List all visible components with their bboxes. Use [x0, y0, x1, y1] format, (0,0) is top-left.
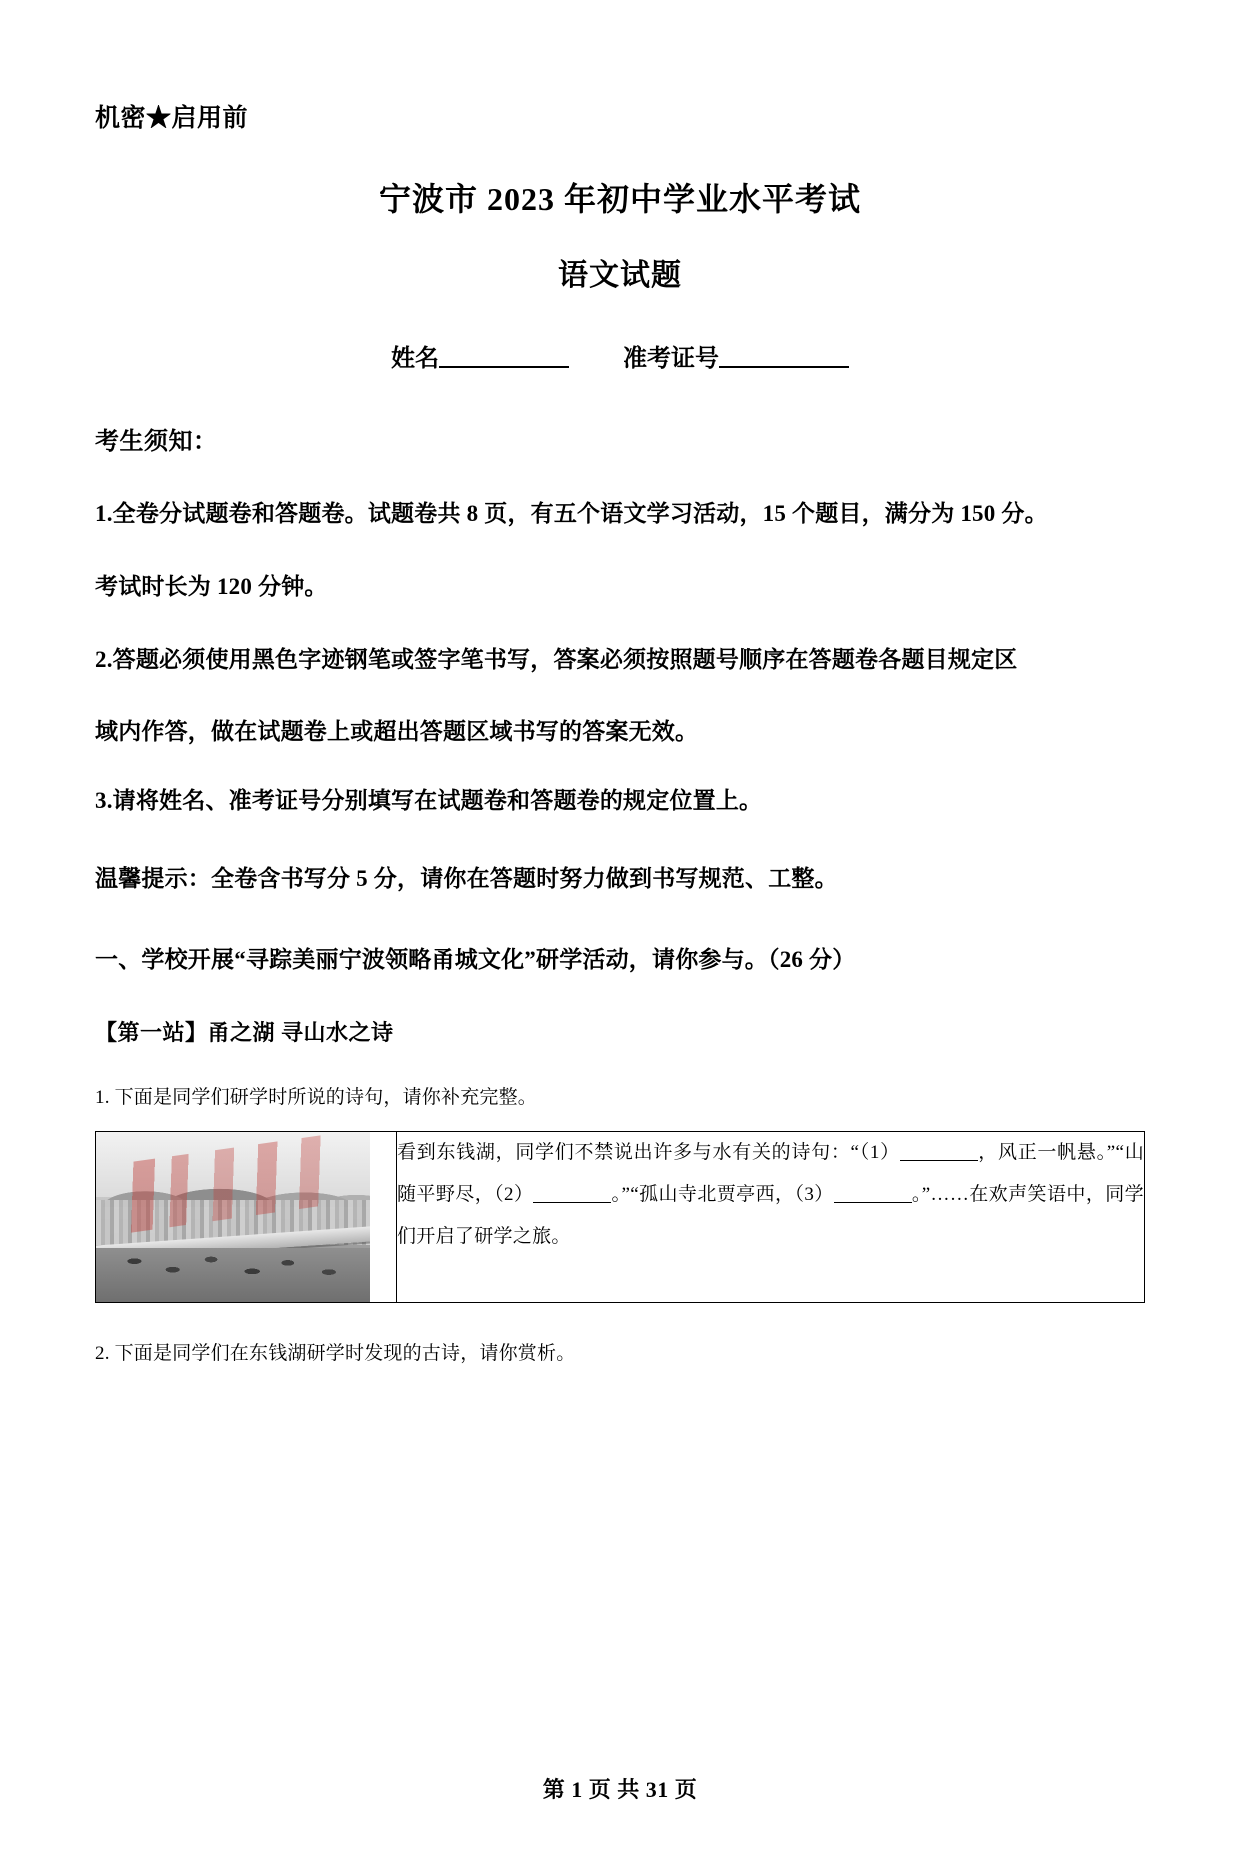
passage-line-3b: 。”“孤山寺北贾亭: [611, 1184, 756, 1206]
donqian-lake-photo: [96, 1132, 370, 1302]
notice-item-2-cont: 域内作答，做在试题卷上或超出答题区域书写的答案无效。: [95, 719, 699, 745]
exam-number-field-blank[interactable]: [719, 366, 849, 368]
station-one-heading: 【第一站】甬之湖 寻山水之诗: [95, 1019, 394, 1045]
question-1-stem: 1. 下面是同学们研学时所说的诗句，请你补充完整。: [95, 1086, 538, 1108]
passage-line-4a: 西，（3）: [755, 1184, 834, 1206]
warm-tip: 温馨提示：全卷含书写分 5 分，请你在答题时努力做到书写规范、工整。: [95, 865, 838, 891]
question-1-passage: [397, 1132, 1144, 1257]
blank-3[interactable]: [834, 1202, 912, 1203]
candidate-info-line: [95, 338, 1145, 373]
passage-line-1: 看到东钱湖，同学们不禁说出许多与水有关: [397, 1142, 772, 1164]
notice-item-2: 2.答题必须使用黑色字迹钢笔或签字笔书写，答案必须按照题号顺序在答题卷各题目规定区: [95, 646, 1018, 672]
notice-item-3: 3.请将姓名、准考证号分别填写在试题卷和答题卷的规定位置上。: [95, 788, 763, 813]
passage-line-5: 学们开启了研学之旅。: [397, 1184, 1144, 1247]
passage-line-2a: 的诗句：“（1）: [771, 1142, 900, 1164]
passage-line-4b: 。”……在欢声笑语中，同: [911, 1184, 1125, 1206]
question-1-image-cell: [96, 1132, 397, 1303]
page-title: 宁波市 2023 年初中学业水平考试: [378, 181, 861, 217]
page-footer: 第 1 页 共 31 页: [542, 1777, 698, 1802]
blank-2[interactable]: [533, 1202, 611, 1203]
page-subtitle: 语文试题: [558, 259, 682, 292]
section-one-heading: 一、学校开展“寻踪美丽宁波领略甬城文化”研学活动，请你参与。（26 分）: [95, 946, 856, 972]
table-row: [96, 1132, 1145, 1303]
name-field-blank[interactable]: [439, 366, 569, 368]
secret-mark: 机密★启用前: [95, 105, 249, 132]
exam-number-label: 准考证号: [623, 346, 719, 372]
notice-item-1-cont: 考试时长为 120 分钟。: [95, 573, 328, 599]
notice-item-1: 1.全卷分试题卷和答题卷。试题卷共 8 页，有五个语文学习活动，15 个题目，满分为 150 分。: [95, 501, 1048, 526]
question-1-text-cell: [397, 1132, 1145, 1303]
exam-page: [0, 104, 1240, 1858]
passage-line-3a: 随平野尽，（2）: [397, 1184, 534, 1206]
photo-boats: [96, 1251, 370, 1285]
blank-1[interactable]: [900, 1160, 978, 1161]
notice-heading: 考生须知：: [95, 429, 218, 455]
name-label: 姓名: [391, 346, 439, 372]
question-1-table: [95, 1131, 1145, 1303]
question-2-stem: 2. 下面是同学们在东钱湖研学时发现的古诗，请你赏析。: [95, 1343, 576, 1365]
passage-line-2b: ，风正一帆悬。”“山: [977, 1142, 1144, 1164]
